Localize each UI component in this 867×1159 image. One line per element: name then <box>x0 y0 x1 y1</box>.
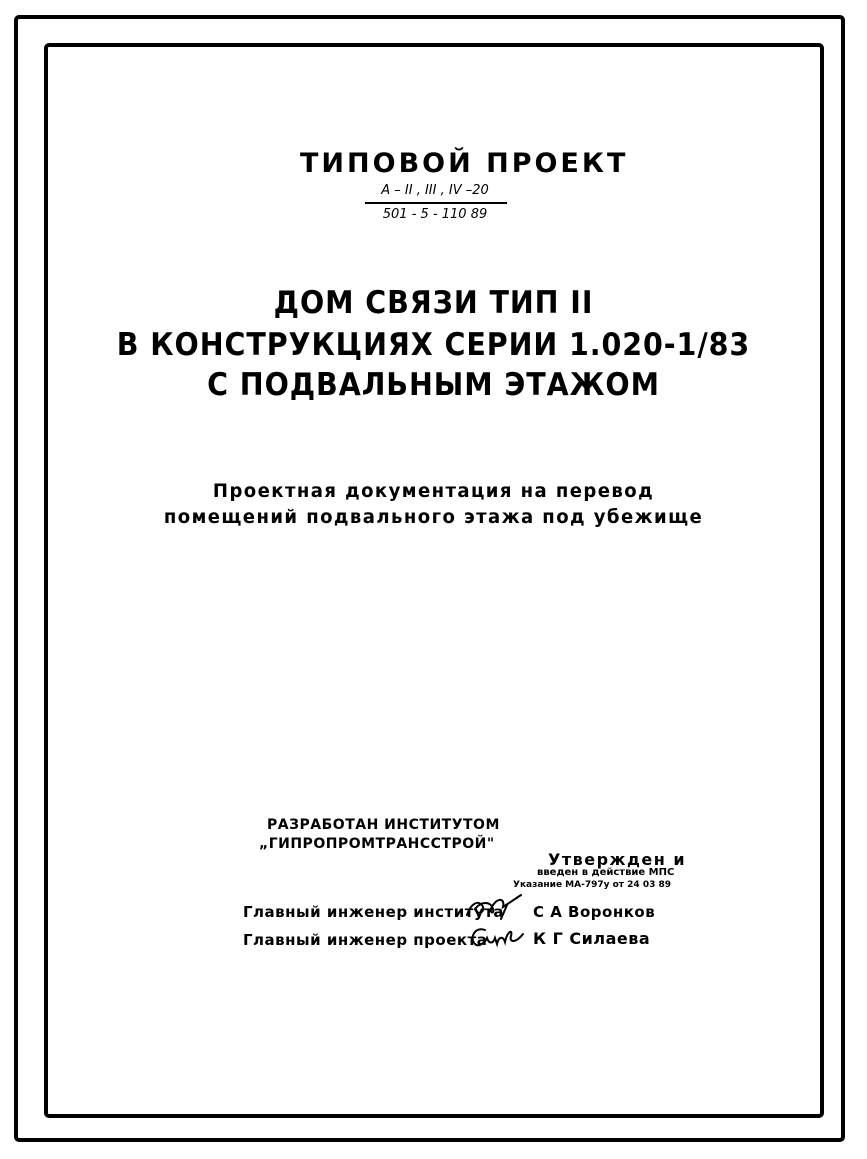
signature-role-1: Главный инженер института <box>243 903 505 921</box>
signature-name-1: С А Воронков <box>533 903 656 921</box>
developer-line-2: „ГИПРОПРОМТРАНССТРОЙ" <box>259 836 495 852</box>
approval-line-1: Утвержден и <box>548 850 687 869</box>
project-code-numerator: А – II , III , IV –20 <box>381 183 489 198</box>
approval-line-2: введен в действие МПС <box>537 867 675 878</box>
document-heading: ТИПОВОЙ ПРОЕКТ <box>300 148 629 179</box>
fraction-line <box>365 202 507 204</box>
project-code-denominator: 501 - 5 - 110 89 <box>382 207 488 222</box>
developer-line-1: РАЗРАБОТАН ИНСТИТУТОМ <box>267 817 500 833</box>
title-line-3: С ПОДВАЛЬНЫМ ЭТАЖОМ <box>207 367 660 403</box>
inner-border <box>44 43 824 1118</box>
approval-line-3: Указание МА-797у от 24 03 89 <box>513 880 672 890</box>
title-line-2: В КОНСТРУКЦИЯХ СЕРИИ 1.020-1/83 <box>116 327 751 363</box>
subtitle-line-2: помещений подвального этажа под убежище <box>163 506 704 528</box>
signature-name-2: К Г Силаева <box>533 929 651 948</box>
signature-role-2: Главный инженер проекта <box>243 931 488 949</box>
subtitle-line-1: Проектная документация на перевод <box>212 480 655 502</box>
handwritten-signature-2 <box>467 924 527 950</box>
handwritten-signature-1 <box>463 893 525 921</box>
title-line-1: ДОМ СВЯЗИ ТИП II <box>273 285 594 321</box>
